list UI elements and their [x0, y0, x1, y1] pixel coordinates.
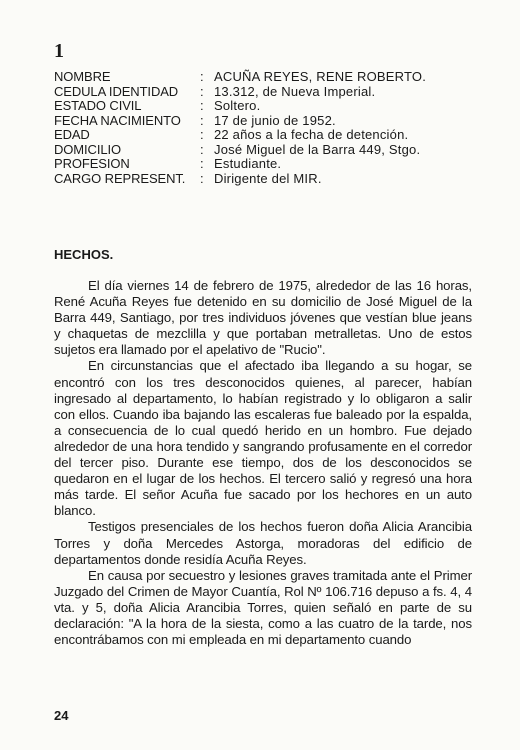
personal-data-list: [54, 70, 484, 186]
field-row-estado-civil: [54, 99, 484, 114]
paragraph: En circunstancias que el afectado iba llegando a su hogar, se encontró con los tres desconocidos quienes, al parecer, habían ingresado al departamento, lo habían registrado y lo obligaron a salir con ellos. Cuando iba bajando las escaleras fue baleado por la espalda, a consecuencia de lo cual quedó herido en un hombro. Fue dejado alrededor de una hora tendido y sangrando profusamente en el corredor del tercer piso. Durante ese tiempo, dos de los desconocidos se quedaron en el lugar de los hechos. El tercero salió y regresó una hora más tarde. El señor Acuña fue sacado por los hechores en un auto blanco.: [54, 358, 472, 519]
field-value: José Miguel de la Barra 449, Stgo.: [214, 141, 421, 157]
field-label: ESTADO CIVIL: [54, 98, 142, 113]
field-label: DOMICILIO: [54, 141, 121, 157]
field-row-domicilio: [54, 143, 484, 158]
paragraph: Testigos presenciales de los hechos fueron doña Alicia Arancibia Torres y doña Mercedes Astorga, moradoras del edificio de departamentos donde residía Acuña Reyes.: [54, 519, 472, 567]
field-colon: :: [200, 112, 204, 128]
field-colon: :: [200, 170, 204, 186]
field-label: CEDULA IDENTIDAD: [54, 83, 179, 99]
field-label: EDAD: [54, 127, 90, 142]
field-colon: :: [200, 98, 204, 113]
field-row-profesion: [54, 157, 484, 172]
field-label: PROFESION: [54, 156, 130, 171]
field-row-cedula: [54, 85, 484, 100]
field-row-nombre: [54, 70, 484, 85]
field-label: CARGO REPRESENT.: [54, 170, 186, 186]
field-colon: :: [200, 156, 204, 171]
field-colon: :: [200, 83, 204, 99]
field-value: Dirigente del MIR.: [214, 170, 322, 186]
field-value: Estudiante.: [214, 156, 282, 171]
body-text: [54, 278, 472, 648]
entry-number: 1: [54, 40, 64, 62]
field-colon: :: [200, 69, 204, 84]
field-value: 13.312, de Nueva Imperial.: [214, 83, 376, 99]
field-value: ACUÑA REYES, RENE ROBERTO.: [214, 69, 427, 84]
field-row-edad: [54, 128, 484, 143]
field-value: Soltero.: [214, 98, 261, 113]
field-row-cargo: [54, 172, 484, 187]
paragraph: En causa por secuestro y lesiones graves tramitada ante el Primer Juzgado del Crimen de Mayor Cuantía, Rol Nº 106.716 depuso a fs. 4, 4 vta. y 5, doña Alicia Arancibia Torres, quien señaló en parte de su declaración: "A la hora de la siesta, como a las cuatro de la tarde, nos encontrábamos con mi empleada en mi departamento cuando: [54, 567, 472, 648]
field-label: NOMBRE: [54, 69, 111, 84]
field-label: FECHA NACIMIENTO: [54, 112, 181, 128]
paragraph: El día viernes 14 de febrero de 1975, alrededor de las 16 horas, René Acuña Reyes fue detenido en su domicilio de José Miguel de la Barra 449, Santiago, por tres individuos jóvenes que vestían blue jeans y chaquetas de mezclilla y que portaban metralletas. Uno de estos sujetos era llamado por el apelativo de "Rucio".: [54, 278, 472, 358]
section-title: HECHOS.: [54, 247, 114, 262]
field-colon: :: [200, 127, 204, 142]
field-value: 17 de junio de 1952.: [214, 112, 336, 128]
field-row-fecha-nacimiento: [54, 114, 484, 129]
field-value: 22 años a la fecha de detención.: [214, 127, 409, 142]
page-number: 24: [54, 708, 69, 723]
field-colon: :: [200, 141, 204, 157]
